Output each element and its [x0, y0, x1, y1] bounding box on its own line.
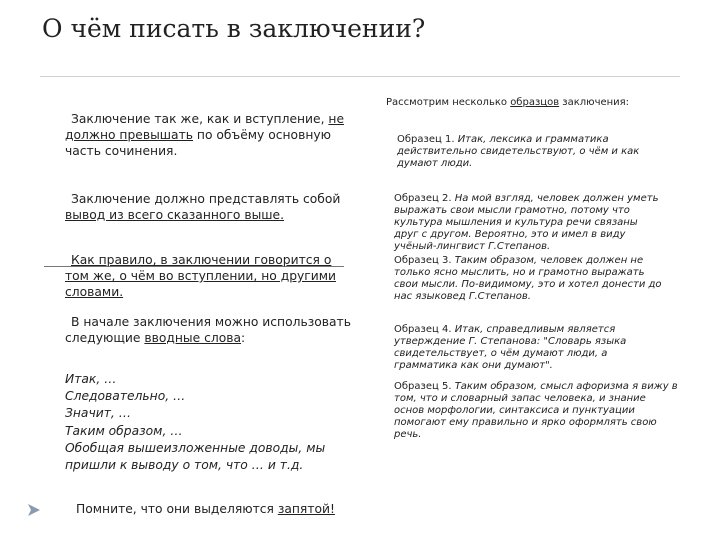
example-4 [394, 324, 644, 372]
p4-pre: В начале заключения можно использовать следующие [65, 315, 351, 345]
example-3 [394, 255, 664, 303]
paragraph-length [65, 111, 355, 159]
intro-words-list [65, 371, 335, 474]
example-label: Образец 5. [394, 381, 452, 392]
p4-underlined: вводные слова [144, 331, 242, 345]
intro-post: заключения: [559, 97, 630, 108]
p1-post: по объёму основную часть сочинения. [65, 128, 331, 158]
p1-underlined: не должно превышать [65, 112, 345, 142]
intro-pre: Рассмотрим несколько [386, 97, 511, 108]
title-divider [40, 76, 680, 77]
p2-pre: Заключение должно представлять собой [71, 192, 341, 206]
example-text: На мой взгляд, человек должен уметь выражать свои мысли грамотно, потому что культура мышления и культура речи связаны друг с другом. Вероятно, это и имел в виду учёный-лингвист Г.Степанов. [394, 193, 659, 252]
p1-pre: Заключение так же, как и вступление, [71, 112, 329, 126]
list-item: Итак, … [65, 372, 117, 386]
page-title: О чём писать в заключении? [42, 14, 426, 43]
example-text: Таким образом, смысл афоризма я вижу в том, что и словарный запас человека, и знание основ морфологии, синтаксиса и пунктуации помогают ему правильно и ярко оформлять свою речь. [394, 381, 678, 440]
example-label: Образец 4. [394, 324, 452, 335]
example-text: Итак, справедливым является утверждение Г. Степанова: "Словарь языка свидетельствует, о чём думают люди, а грамматика как они думают". [394, 324, 627, 371]
examples-intro [386, 97, 686, 109]
list-item: Следовательно, … [65, 389, 186, 404]
example-text: Таким образом, человек должен не только ясно мыслить, но и грамотно выражать свои мысли. По-видимому, это и хотел донести до нас языковед Г.Степанов. [394, 255, 662, 302]
example-1 [397, 134, 657, 170]
example-2 [394, 193, 664, 253]
example-label: Образец 2. [394, 193, 452, 204]
p4-post: : [241, 331, 246, 345]
paragraph-conclusion [65, 191, 355, 223]
paragraph-rule [65, 252, 355, 300]
example-label: Образец 3. [394, 255, 452, 266]
play-arrow-icon[interactable] [27, 503, 41, 517]
example-5 [394, 381, 679, 441]
list-item: Обобщая вышеизложенные доводы, мы пришли к выводу о том, что … и т.д. [65, 440, 326, 473]
p2-underlined: вывод из всего сказанного выше. [65, 208, 285, 222]
intro-underlined: образцов [510, 97, 560, 108]
example-label: Образец 1. [397, 134, 455, 145]
reminder-pre: Помните, что они выделяются [76, 502, 278, 516]
list-item: Таким образом, … [65, 423, 183, 438]
list-item: Значит, … [65, 406, 131, 421]
reminder-underlined: запятой! [277, 502, 335, 516]
paragraph-intro-words [65, 314, 355, 346]
reminder [76, 501, 376, 517]
example-text: Итак, лексика и грамматика действительно свидетельствуют, о чём и как думают люди. [397, 134, 640, 169]
p3-underlined: Как правило, в заключении говорится о том же, о чём во вступлении, но другими словами. [65, 253, 336, 299]
